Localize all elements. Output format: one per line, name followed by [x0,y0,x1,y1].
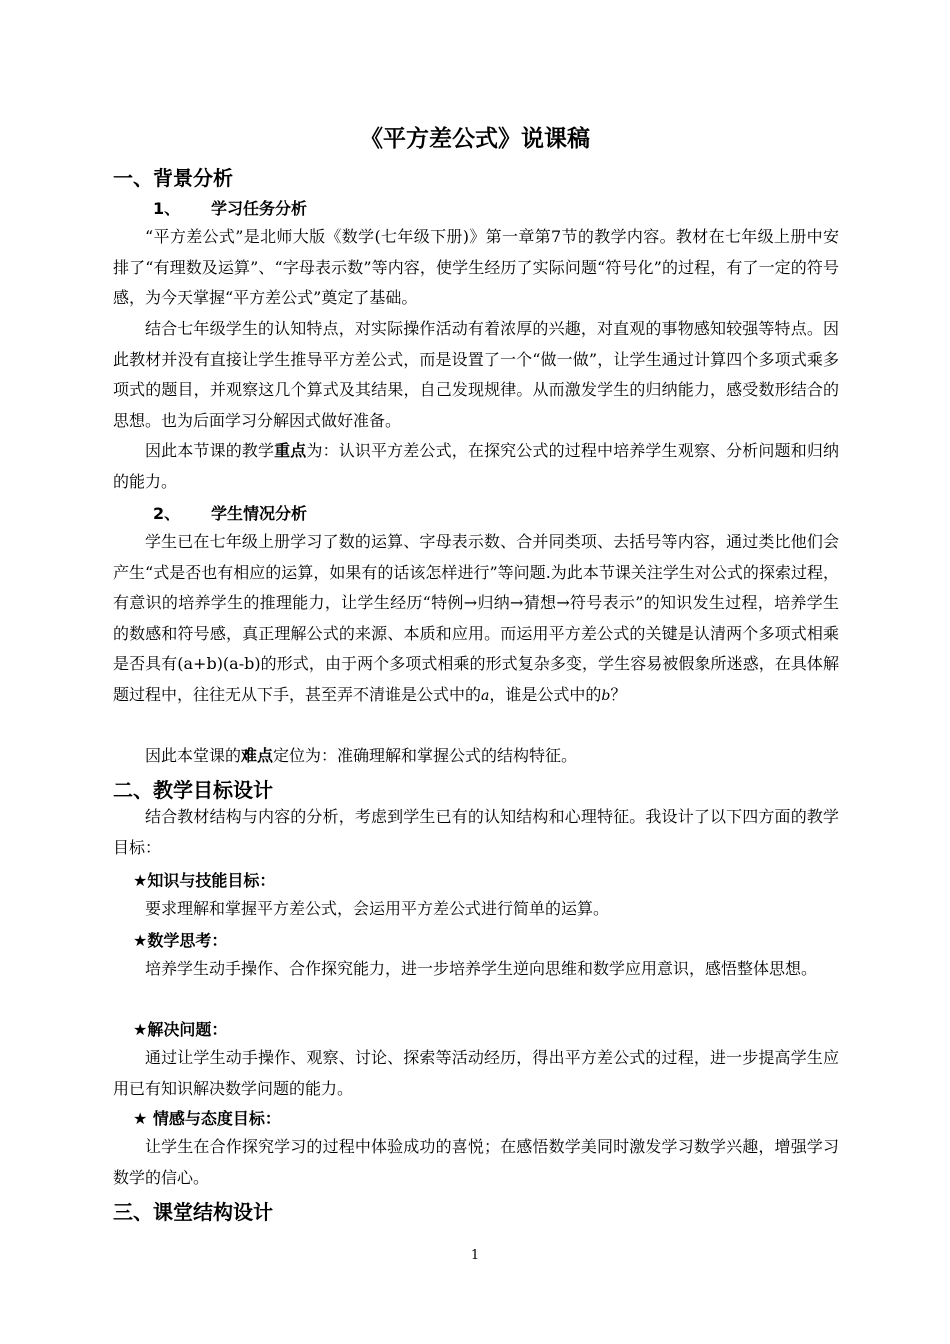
paragraph-difficult-point [113,741,839,772]
objective-label-attitude: ★ 情感与态度目标： [133,1109,281,1128]
subsection-label: 学习任务分析 [211,199,308,218]
paragraph-objectives-intro: 结合教材结构与内容的分析，考虑到学生已有的认知结构和心理特征。我设计了以下四方面的教学目标： [113,807,839,857]
objective-text-knowledge: 要求理解和掌握平方差公式，会运用平方差公式进行简单的运算。 [145,899,610,918]
subsection-label: 学生情况分析 [211,504,308,523]
page-number: 1 [470,1248,480,1263]
section-heading-objectives: 二、教学目标设计 [113,778,273,802]
paragraph-task-analysis-2: 结合七年级学生的认知特点，对实际操作活动有着浓厚的兴趣，对直观的事物感知较强等特点。因此教材并没有直接让学生推导平方差公式，而是设置了一个“做一做”，让学生通过计算四个多项式乘多项式的题目，并观察这几个算式及其结果，自己发现规律。从而激发学生的归纳能力，感受数形结合的思想。也为后面学习分解因式做好准备。 [113,319,839,430]
emphasis-key-point: 重点 [274,441,307,460]
objective-text-thinking: 培养学生动手操作、合作探究能力，进一步培养学生逆向思维和数学应用意识，感悟整体思想。 [145,959,818,978]
subsection-heading-task-analysis [153,196,307,219]
objective-label-knowledge: ★知识与技能目标： [133,871,276,890]
emphasis-difficult-point: 难点 [241,746,274,765]
text-run: 因此本节课的教学 [145,441,275,460]
objective-label-problem-solving: ★解决问题： [133,1020,228,1039]
text-run: ？ [610,684,627,704]
section-heading-background: 一、背景分析 [113,166,233,190]
subsection-heading-student-analysis [153,501,307,524]
subsection-number: 2、 [153,504,181,523]
text-run: 因此本堂课的 [145,746,242,765]
paragraph-task-analysis-1: “平方差公式”是北师大版《数学(七年级下册)》第一章第7节的教学内容。教材在七年级上册中安排了“有理数及运算”、“字母表示数”等内容，使学生经历了实际问题“符号化”的过程，有了一定的符号感，为今天掌握“平方差公式”奠定了基础。 [113,227,839,307]
text-run: ，谁是公式中的 [489,684,602,704]
text-run: 学生已在七年级上册学习了数的运算、字母表示数、合并同类项、去括号等内容，通过类比他们会产生“式是否也有相应的运算，如果有的话该怎样进行”等问题.为此本节课关注学生对公式的探索过程，有意识的培养学生的推理能力，让学生经历“特例→归纳→猜想→符号表示”的知识发生过程，培养学生的数感和符号感，真正理解公式的来源、本质和应用。而运用平方差公式的关键是认清两个多项式相乘是否具有(a+b)(a-b)的形式，由于两个多项式相乘的形式复杂多变，学生容易被假象所迷惑，在具体解题过程中，往往无从下手，甚至弄不清谁是公式中的 [113,532,839,704]
math-variable-a: a [481,687,490,704]
subsection-number: 1、 [153,199,181,218]
document-title: 《平方差公式》说课稿 [360,126,590,152]
objective-text-problem-solving: 通过让学生动手操作、观察、讨论、探索等活动经历，得出平方差公式的过程，进一步提高学生应用已有知识解决数学问题的能力。 [113,1048,839,1098]
objective-label-thinking: ★数学思考： [133,931,228,950]
paragraph-student-analysis [113,527,839,711]
paragraph-key-point [113,436,839,497]
section-heading-structure: 三、课堂结构设计 [113,1200,273,1224]
math-variable-b: b [601,687,611,704]
text-run: 定位为：准确理解和掌握公式的结构特征。 [273,746,578,765]
text-run: 为：认识平方差公式，在探究公式的过程中培养学生观察、分析问题和归纳的能力。 [113,441,839,491]
objective-text-attitude: 让学生在合作探究学习的过程中体验成功的喜悦；在感悟数学美同时激发学习数学兴趣，增强学习数学的信心。 [113,1137,839,1187]
